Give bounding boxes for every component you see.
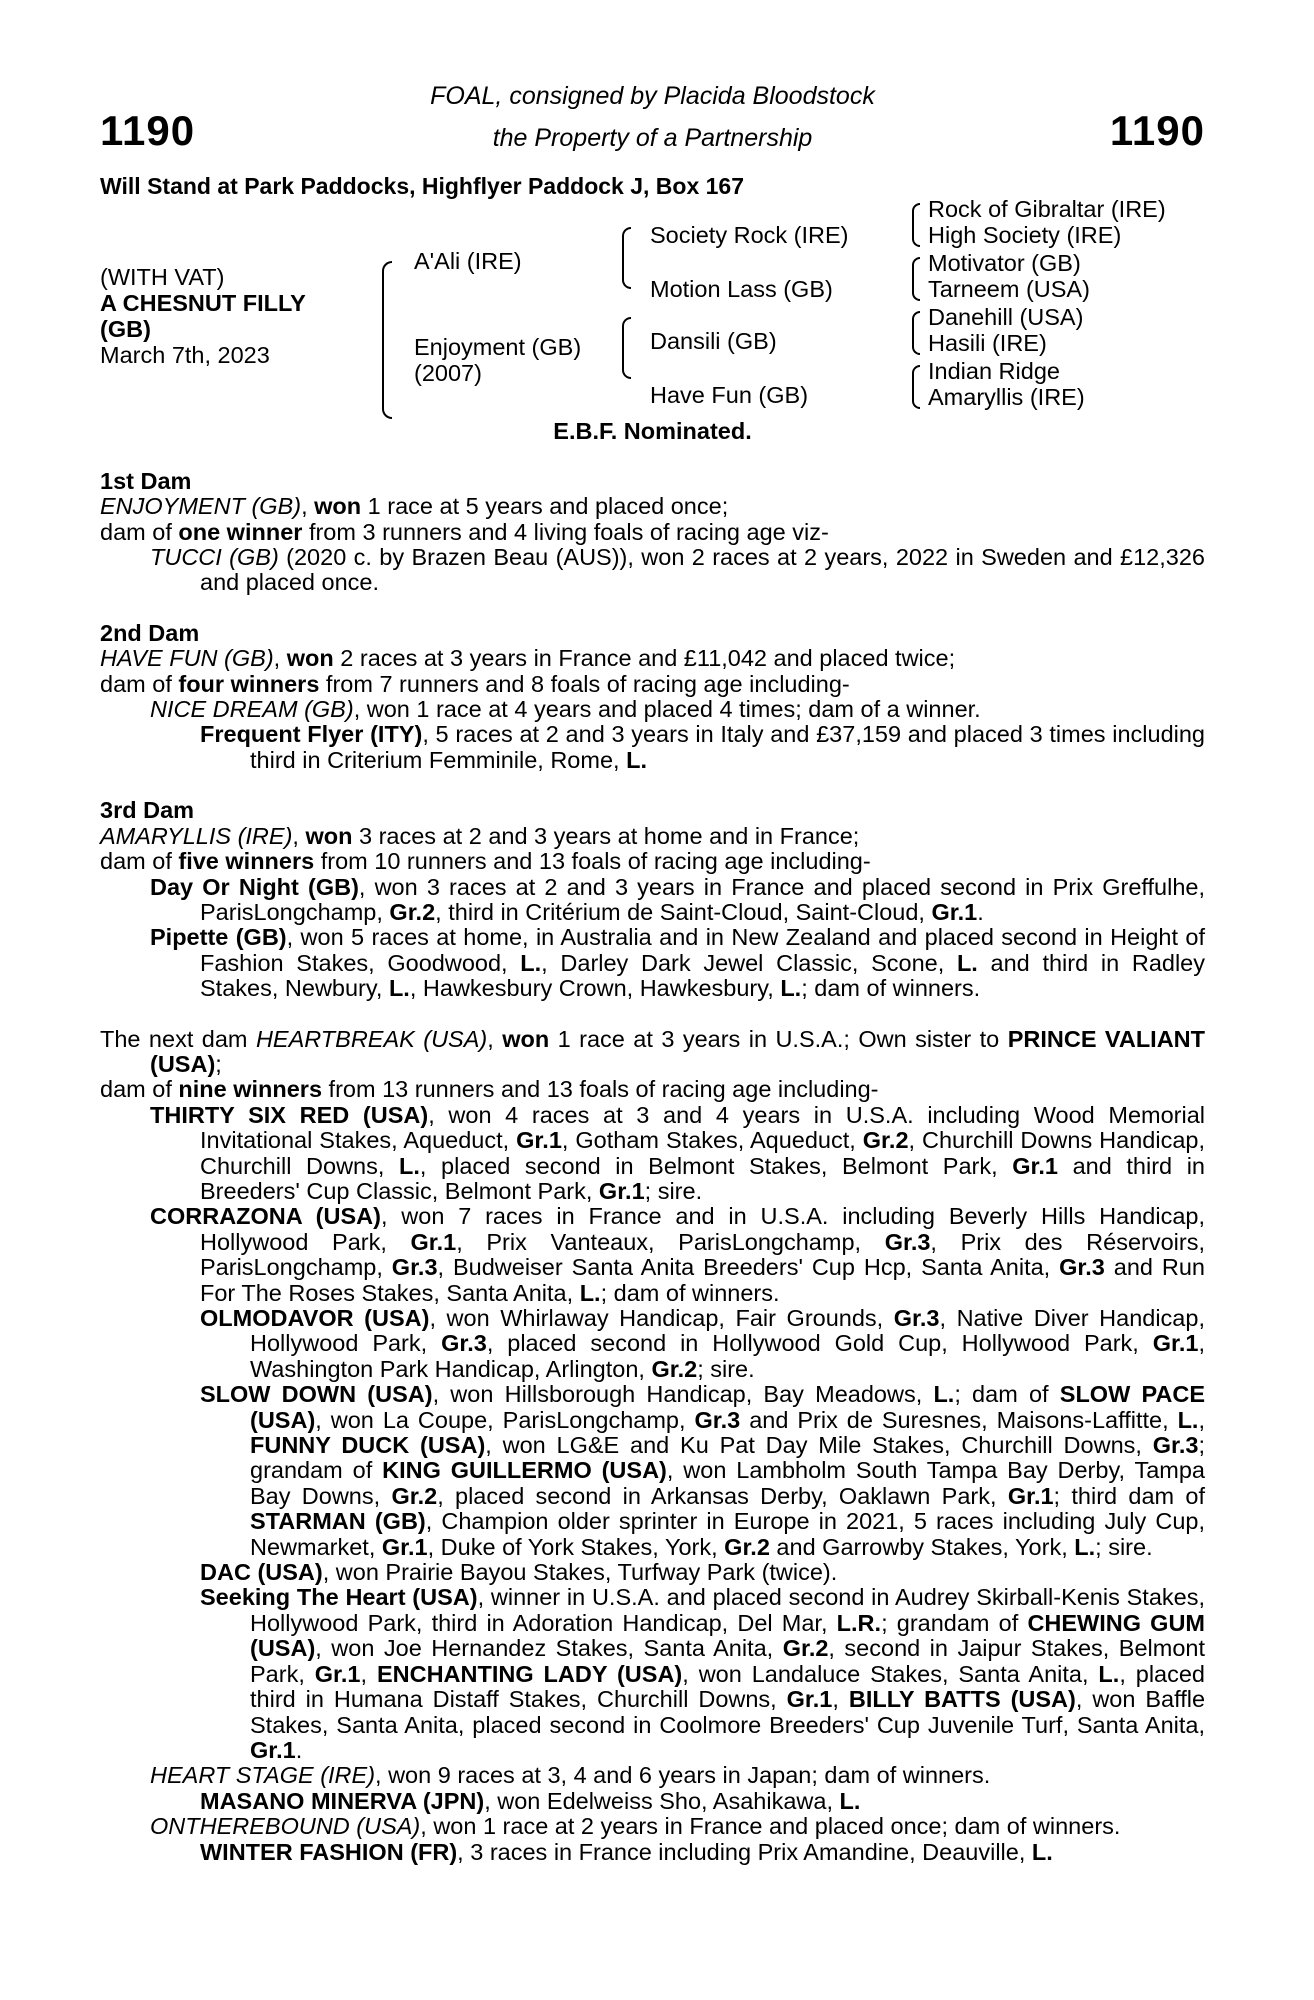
third-dam-foal-2: Pipette (GB), won 5 races at home, in Australia and in New Zealand and placed second in Height of Fashion Stakes, Goodwood, L., Darley Dark Jewel Classic, Scone, L. and third in Radley Stakes, Newbury, L., Hawkesbury Crown, Hawkesbury, L.; dam of winners. (150, 924, 1205, 1002)
third-dam-section (100, 798, 1205, 1001)
vat-note: (WITH VAT) (100, 264, 225, 291)
property-line: the Property of a Partnership (492, 124, 813, 152)
bracket-g12 (912, 203, 920, 247)
onthereBound: ONTHEREBOUND (USA), won 1 race at 2 years in France and placed once; dam of winners. (150, 1813, 1121, 1840)
foaling-date: March 7th, 2023 (100, 342, 270, 369)
second-dam-produce: dam of four winners from 7 runners and 8 foals of racing age including- (100, 670, 850, 697)
g4: Tarneem (USA) (928, 276, 1090, 303)
dam-year: (2007) (414, 360, 482, 387)
consignor-line: FOAL, consigned by Placida Bloodstock (430, 82, 875, 110)
heart-stage: HEART STAGE (IRE), won 9 races at 3, 4 and 6 years in Japan; dam of winners. (150, 1762, 991, 1789)
thirty-six-red: THIRTY SIX RED (USA), won 4 races at 3 and 4 years in U.S.A. including Wood Memorial Invitational Stakes, Aqueduct, Gr.1, Gotham Stakes, Aqueduct, Gr.2, Churchill Downs Handicap, Churchill Downs, L., placed second in Belmont Stakes, Belmont Park, Gr.1 and third in Breeders' Cup Classic, Belmont Park, Gr.1; sire. (150, 1101, 1206, 1204)
dam: Enjoyment (GB) (414, 334, 582, 361)
horse-name: A CHESNUT FILLY (100, 290, 306, 317)
bracket-dam (622, 317, 631, 379)
next-dam-produce: dam of nine winners from 13 runners and 13 foals of racing age including- (100, 1076, 879, 1103)
bracket-sire (622, 227, 631, 289)
dac: DAC (USA), won Prairie Bayou Stakes, Turfway Park (twice). (200, 1559, 838, 1586)
slow-down: SLOW DOWN (USA), won Hillsborough Handicap, Bay Meadows, L.; dam of SLOW PACE (USA), won La Coupe, ParisLongchamp, Gr.3 and Prix de Suresnes, Maisons-Laffitte, L., FUNNY DUCK (USA), won LG&E and Ku Pat Day Mile Stakes, Churchill Downs, Gr.3; grandam of KING GUILLERMO (USA), won Lambholm South Tampa Bay Derby, Tampa Bay Downs, Gr.2, placed second in Arkansas Derby, Oaklawn Park, Gr.1; third dam of STARMAN (GB), Champion older sprinter in Europe in 2021, 5 races including July Cup, Newmarket, Gr.1, Duke of York Stakes, York, Gr.2 and Garrowby Stakes, York, L.; sire. (200, 1381, 1205, 1560)
bracket-g56 (912, 311, 920, 355)
first-dam-foal: TUCCI (GB) (2020 c. by Brazen Beau (AUS)), won 2 races at 2 years, 2022 in Sweden and £12,326 and placed once. (150, 544, 1205, 596)
next-dam-line: The next dam HEARTBREAK (USA), won 1 race at 3 years in U.S.A.; Own sister to PRINCE VALIANT (USA); (100, 1025, 1206, 1077)
g8: Amaryllis (IRE) (928, 384, 1085, 411)
winter-fashion: WINTER FASHION (FR), 3 races in France including Prix Amandine, Deauville, L. (200, 1838, 1053, 1865)
g5: Danehill (USA) (928, 304, 1084, 331)
g7: Indian Ridge (928, 358, 1060, 385)
horse-origin: (GB) (100, 316, 151, 343)
g1: Rock of Gibraltar (IRE) (928, 196, 1166, 223)
g3: Motivator (GB) (928, 250, 1081, 277)
third-dam-line: AMARYLLIS (IRE), won 3 races at 2 and 3 years at home and in France; (100, 822, 860, 849)
seeking-the-heart: Seeking The Heart (USA), winner in U.S.A. and placed second in Audrey Skirball-Kenis Stakes, Hollywood Park, third in Adoration Handicap, Del Mar, L.R.; grandam of CHEWING GUM (USA), won Joe Hernandez Stakes, Santa Anita, Gr.2, second in Jaipur Stakes, Belmont Park, Gr.1, ENCHANTING LADY (USA), won Landaluce Stakes, Santa Anita, L., placed third in Humana Distaff Stakes, Churchill Downs, Gr.1, BILLY BATTS (USA), won Baffle Stakes, Santa Anita, placed second in Coolmore Breeders' Cup Juvenile Turf, Santa Anita, Gr.1. (200, 1584, 1206, 1763)
lot-number-right: 1190 (1109, 107, 1205, 154)
first-dam-section (100, 469, 1205, 596)
stand-line: Will Stand at Park Paddocks, Highflyer Paddock J, Box 167 (100, 173, 744, 199)
second-dam-foal: NICE DREAM (GB), won 1 race at 4 years and placed 4 times; dam of a winner. (150, 696, 981, 723)
second-dam-grandfoal: Frequent Flyer (ITY), 5 races at 2 and 3 years in Italy and £37,159 and placed 3 times including third in Criterium Femminile, Rome, L. (200, 721, 1205, 773)
dam-sire: Dansili (GB) (650, 328, 777, 355)
lot-number-left: 1190 (100, 107, 196, 154)
second-dam-line: HAVE FUN (GB), won 2 races at 3 years in France and £11,042 and placed twice; (100, 645, 956, 672)
first-dam-produce: dam of one winner from 3 runners and 4 living foals of racing age viz- (100, 518, 829, 545)
third-dam-foal-1: Day Or Night (GB), won 3 races at 2 and 3 years in France and placed second in Prix Greffulhe, ParisLongchamp, Gr.2, third in Critérium de Saint-Cloud, Saint-Cloud, Gr.1. (150, 873, 1205, 925)
olmodavor: OLMODAVOR (USA), won Whirlaway Handicap, Fair Grounds, Gr.3, Native Diver Handicap, Hollywood Park, Gr.3, placed second in Hollywood Gold Cup, Hollywood Park, Gr.1, Washington Park Handicap, Arlington, Gr.2; sire. (200, 1305, 1206, 1382)
bracket-g34 (912, 257, 920, 301)
sire-sire: Society Rock (IRE) (650, 222, 849, 249)
lot-header (100, 82, 1205, 174)
first-dam-title: 1st Dam (100, 467, 192, 494)
next-dam-section (100, 1027, 1205, 1865)
corrazona: CORRAZONA (USA), won 7 races in France and in U.S.A. including Beverly Hills Handicap, Hollywood Park, Gr.1, Prix Vanteaux, ParisLongchamp, Gr.3, Prix des Réservoirs, ParisLongchamp, Gr.3, Budweiser Santa Anita Breeders' Cup Hcp, Santa Anita, Gr.3 and Run For The Roses Stakes, Santa Anita, L.; dam of winners. (150, 1203, 1205, 1306)
sire-dam: Motion Lass (GB) (650, 276, 833, 303)
catalogue-page (100, 82, 1205, 1890)
masano-minerva: MASANO MINERVA (JPN), won Edelweiss Sho, Asahikawa, L. (200, 1787, 861, 1814)
first-dam-line: ENJOYMENT (GB), won 1 race at 5 years and placed once; (100, 493, 729, 520)
third-dam-title: 3rd Dam (100, 797, 195, 824)
third-dam-produce: dam of five winners from 10 runners and 13 foals of racing age including- (100, 848, 871, 875)
g6: Hasili (IRE) (928, 330, 1047, 357)
second-dam-section (100, 621, 1205, 773)
second-dam-title: 2nd Dam (100, 619, 200, 646)
ebf-note: E.B.F. Nominated. (553, 418, 752, 445)
g2: High Society (IRE) (928, 222, 1122, 249)
dam-dam: Have Fun (GB) (650, 382, 809, 409)
bracket-main (382, 261, 392, 419)
sire: A'Ali (IRE) (414, 248, 522, 275)
bracket-g78 (912, 365, 920, 409)
pedigree-table (100, 196, 1205, 417)
